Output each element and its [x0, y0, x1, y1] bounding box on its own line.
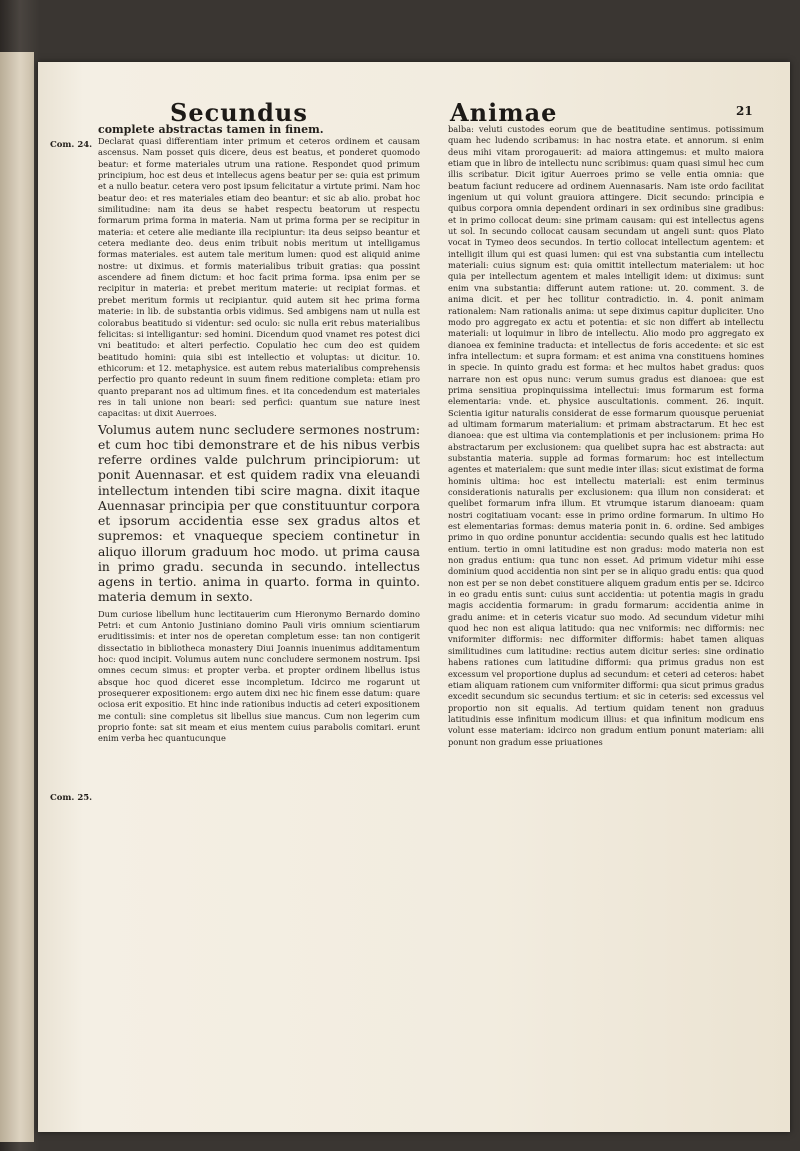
previous-page-edge: [0, 52, 34, 1142]
commentary-25: Dum curiose libellum hunc lectitauerim cum Hieronymo Bernardo domino Petri: et cum Antonio Justiniano domino Pauli viris omnium scientiarum eruditissimis: et inter nos de operetan completum esse: tan non contigerit dissectatio in bibliotheca monastery Diui Joannis inuenimus additamentum hoc: quod incipit. Volumus autem nunc concludere sermonem nostrum. Ipsi omnes cecum simus: et propter verba. et propter ordinem libellus istus absque hoc quod diceret esse incompletum. Idcirco me rogarunt ut prosequerer expositionem: ergo autem dixi nec hic finem esse datum: quare ociosa erit expositio. Et hinc inde rationibus inductis ad ceteri expositionem me contuli: sine completus sit libellus siue mancus. Cum non legerim cum proprio fonte: sat sit meam et eius mentem cuius parabolis comitari. erunt enim verba hec quantucunque: [98, 608, 420, 744]
main-text-passage: Volumus autem nunc secludere sermones nostrum: et cum hoc tibi demonstrare et de his nibus verbis referre ordines valde pulchrum principiorum: ut ponit Auennasar. et est quidem radix vna eleuandi intellectum intenden tibi scire magna. dixit itaque Auennasar principia per que constituuntur corpora et ipsorum accidentia esse sex gradus altos et supremos: et vnaqueque speciem continetur in aliquo illorum graduum hoc modo. ut prima causa in primo gradu. secunda in secundo. intellectus agens in tertio. anima in quarto. forma in quinto. materia demum in sexto.: [98, 422, 420, 605]
folio-number: 21: [736, 104, 753, 118]
margin-note-com25: Com. 25.: [50, 793, 93, 803]
left-text-column: [98, 124, 420, 745]
running-head-right: Animae: [450, 98, 558, 127]
right-text-column: [448, 124, 764, 748]
commentary-24: Declarat quasi differentiam inter primum et ceteros ordinem et causam ascensus. Nam posset quis dicere, deus est beatus, et ponderet quomodo beatur: et forme materiales utrum una ratione. Respondet quod primum principium, hoc est deus et intellecus agens beatur per se: quia est primum et a nullo beatur. cetera vero post ipsum felicitatur a virtute primi. Nam hoc beatur deo: et res materiales etiam deo beantur: et sic ab alio. probat hoc similitudine: nam ita deus se habet respectu beatorum ut respectu formarum prima forma in materia. Nam ut prima forma per se recipitur in materia: et cetere alie mediante illa recipiuntur: ita deus seipso beantur et cetera mediante deo. deus enim tribuit nobis meritum ut intelligamus formas materiales. est autem tale meritum lumen: quod est aliquid anime nostre: ut diximus. et formis materialibus tribuit gratias: qua possint ascendere ad finem dictum: et hoc facit prima forma. ipsa enim per se recipitur in materia: et prebet meritum materie: ut recipiat formas. et prebet meritum formis ut recipiantur. quid autem sit hec prima forma materie: in lib. de substantia orbis vidimus. Sed ambigens nam ut nulla est colorabus beatitudo si videntur: sed oculo: sic nulla erit rebus materialibus felicitas: si intelligantur: sed homini. Dicendum quod vnamet res potest dici vni beatitudo: et alteri perfectio. Copulatio hec cum deo est quidem beatitudo homini: quia sibi est intellectio et voluptas: ut dicitur. 10. ethicorum: et 12. metaphysice. est autem rebus materialibus comprehensis perfectio pro quanto redeunt in suum finem reditione completa: etiam pro quanto preparant nos ad ultimum fines. et ita concedendum est materiales res in tali unione non beari: sed perfici: quantum sue nature inest capacitas: ut dixit Auerroes.: [98, 136, 420, 419]
margin-note-com24: Com. 24.: [50, 140, 93, 150]
running-head-left: Secundus: [170, 98, 308, 127]
lead-line: complete abstractas tamen in finem.: [98, 123, 324, 136]
right-commentary: balba: veluti custodes eorum que de beatitudine sentimus. potissimum quam hec ludendo scribamus: in hac nostra etate. et annorum. si enim deus mihi vitam prorogauerit: ad maiora attingemus: et multo maiora etiam que in libro de intellectu nunc scribimus: quam quasi simul hec cum illis scribatur. Dicit igitur Auerroes primo se velle entia omnia: que beatum faciunt reducere ad ordinem Auennasaris. Nam iste ordo facilitat ingenium ut qui volunt grauiora attingere. Dicit secundo: principia e quibus corpora omnia dependent ordinari in sex ordinibus sine gradibus: et in primo collocat deum: sine primam causam: qui est intellectus agens ut sol. In secundo collocat causam secundam ut angeli sunt: quos Plato vocat in Tymeo deos secundos. In tertio collocat intellectum agentem: et intelligit illum qui est quasi lumen: qui est vna substantia cum intellectu materiali: cuius signum est: quia omittit intellectum materialem: ut hoc quia per intellectum agentem et males intelligit idem: ut diximus: sunt enim vna substantia: differunt autem ratione: ut. 20. comment. 3. de anima dicit. et per hec tollitur contradictio. in. 4. ponit animam rationalem: Nam rationalis anima: ut sepe diximus capitur dupliciter. Uno modo pro aggregato ex actu et potentia: et sic non differt ab intellectu materiali: ut loquimur in libro de intellectu. Alio modo pro aggregato ex dianoea ex feminine traducta: et intellectus de foris accedente: et sic est infra intellectum: et supra formam: et est anima vna constituens homines in specie. In quinto gradu est forma: et hec multos habet gradus: quos narrare non est opus nunc: verum sumus gradus est dianoea: que est prima sensitiua propinquissima intellectui: imus formarum est forma elementaria: vnde. et. physice auscultationis. comment. 26. inquit. Scientia igitur naturalis considerat de esse formarum quousque perueniat ad ultimam formarum materialium: et primam abstractarum. Et hec est dianoea: que est ultima via contemplationis et per inclusionem: prima Ho abstractarum per exclusionem: qua quelibet supra hac est abstracta: aut substantia materia. supple ad formas formarum: hoc est intellectum agentes et materialem: que sunt medie inter illas: sicut existimat de forma hominis ultima: hoc est intellectu materiali: est enim terminus considerationis naturalis per exclusionem: qua illum non considerat: et quelibet formarum infra illum. Et vtrumque istarum dianoeam: quam nostri cogitatiuam vocant: esse in primo ordine formarum. In ultimo Ho est elementarias formas: demus materia ponit in. 6. ordine. Sed ambiges primo in quo ordine ponuntur accidentia: secundo qualis est hec latitudo entium. tertio in omni latitudine est non gradus: modo materia non est non gradus entium: qua tunc non esset. Ad primum videtur mihi esse dominium quod accidentia non sint per se in aliquo gradu entis: qua quod non est per se non debet constituere aliquem gradum entis per se. Idcirco in eo gradu entis sunt: cuius sunt accidentia: ut potentia magis in gradu magis accidentia formarum: in gradu formarum: accidentia anime in gradu anime: et in ceteris vicatur suo modo. Ad secundum videtur mihi quod hec non est aliqua latitudo: qua nec vniformis: nec difformis: nec vniformiter difformis: nec difformiter difformis: habet tamen aliquas similitudines cum latitudine: rectius autem dicitur series: sine ordinatio habens rationes cum latitudine difformi: qua primus gradus non est excessum vel proportione duplus ad secundum: et ceteri ad ceteros: habet etiam aliquam rationem cum vniformiter difformi: qua sicut primus gradus excedit secundum sic secundus tertium: et sic in ceteris: sed excessus vel proportio non sit equalis. Ad tertium quidam tenent non graduus latitudinis esse infinitum modicum illius: et qua infinitum modicum ens volunt esse materiam: idcirco non gradum entium ponunt materiam: alii ponunt non gradum esse priuationes: [448, 124, 764, 747]
